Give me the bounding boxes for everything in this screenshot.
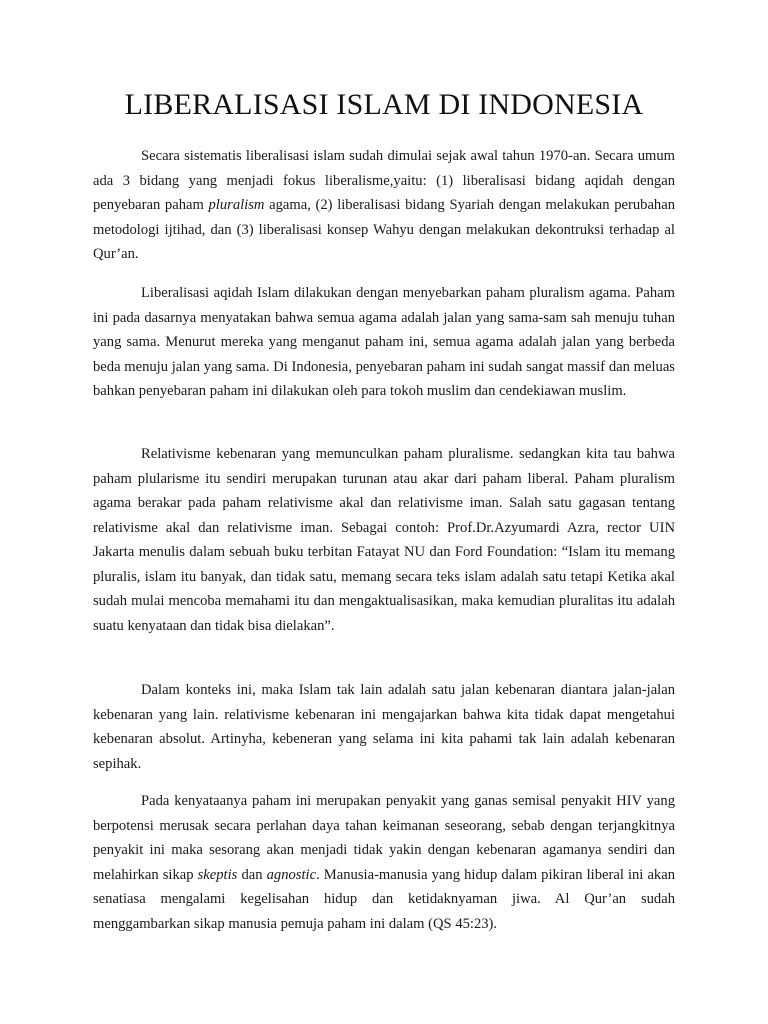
paragraph-5-emphasis-2: agnostic (266, 866, 317, 883)
document-title: LIBERALISASI ISLAM DI INDONESIA (124, 88, 644, 121)
paragraph-1 (93, 144, 675, 267)
paragraph-5 (93, 789, 675, 936)
paragraph-1-text-a: Secara sistematis liberalisasi islam sudah dimulai sejak awal tahun 1970-an. Secara umum ada 3 bidang yang menjadi fokus liberalisme,yaitu: (1) liberalisasi bidang aqidah dengan penyebaran paham (93, 148, 675, 213)
paragraph-3: Relativisme kebenaran yang memunculkan paham pluralisme. sedangkan kita tau bahwa paham plularisme itu sendiri merupakan turunan atau akar dari paham liberal. Paham pluralism agama berakar pada paham relativisme akal dan relativisme iman. Salah satu gagasan tentang relativisme akal dan relativisme iman. Sebagai contoh: Prof.Dr.Azyumardi Azra, rector UIN Jakarta menulis dalam sebuah buku terbitan Fatayat NU dan Ford Foundation: “Islam itu memang pluralis, islam itu banyak, dan tidak satu, memang secara teks islam adalah satu tetapi Ketika akal sudah mulai mencoba memahami itu dan mengaktualisasikan, maka kemudian pluralitas itu adalah suatu kenyataan dan tidak bisa dielakan”. (93, 446, 675, 634)
paragraph-2: Liberalisasi aqidah Islam dilakukan dengan menyebarkan paham pluralism agama. Paham ini pada dasarnya menyatakan bahwa semua agama adalah jalan yang sama-sam sah menuju tuhan yang sama. Menurut mereka yang menganut paham ini, semua agama adalah jalan yang berbeda beda menuju jalan yang sama. Di Indonesia, penyebaran paham ini sudah sangat massif dan meluas bahkan penyebaran paham ini dilakukan oleh para tokoh muslim dan cendekiawan muslim. (93, 285, 675, 399)
paragraph-1-emphasis: pluralism (208, 197, 265, 213)
paragraph-1-text-b: agama, (2) liberalisasi bidang Syariah dengan melakukan perubahan metodologi ijtihad, dan (3) liberalisasi konsep Wahyu dengan melakukan dekontruksi terhadap al Qur’an. (93, 197, 676, 262)
paragraph-5-text-a: Pada kenyataanya paham ini merupakan penyakit yang ganas semisal penyakit HIV yang berpotensi merusak secara perlahan daya tahan keimanan seseorang, sebab dengan terjangkitnya penyakit ini maka sesorang akan menjadi tidak yakin dengan kebenaran agamanya sendiri dan melahirkan sikap (93, 793, 675, 883)
paragraph-5-emphasis-1: skeptis (197, 866, 238, 883)
paragraph-4: Dalam konteks ini, maka Islam tak lain adalah satu jalan kebenaran diantara jalan-jalan kebenaran yang lain. relativisme kebenaran ini mengajarkan bahwa kita tidak dapat mengetahui kebenaran absolut. Artinyha, kebeneran yang selama ini kita pahami tak lain adalah kebenaran sepihak. (93, 682, 675, 772)
paragraph-5-text-b: dan (237, 866, 267, 883)
paragraph-5-text-c: . Manusia-manusia yang hidup dalam pikiran liberal ini akan senatiasa mengalami kegelisahan hidup dan ketidaknyaman jiwa. Al Qur’an sudah menggambarkan sikap manusia pemuja paham ini dalam (QS 45:23). (93, 866, 675, 932)
